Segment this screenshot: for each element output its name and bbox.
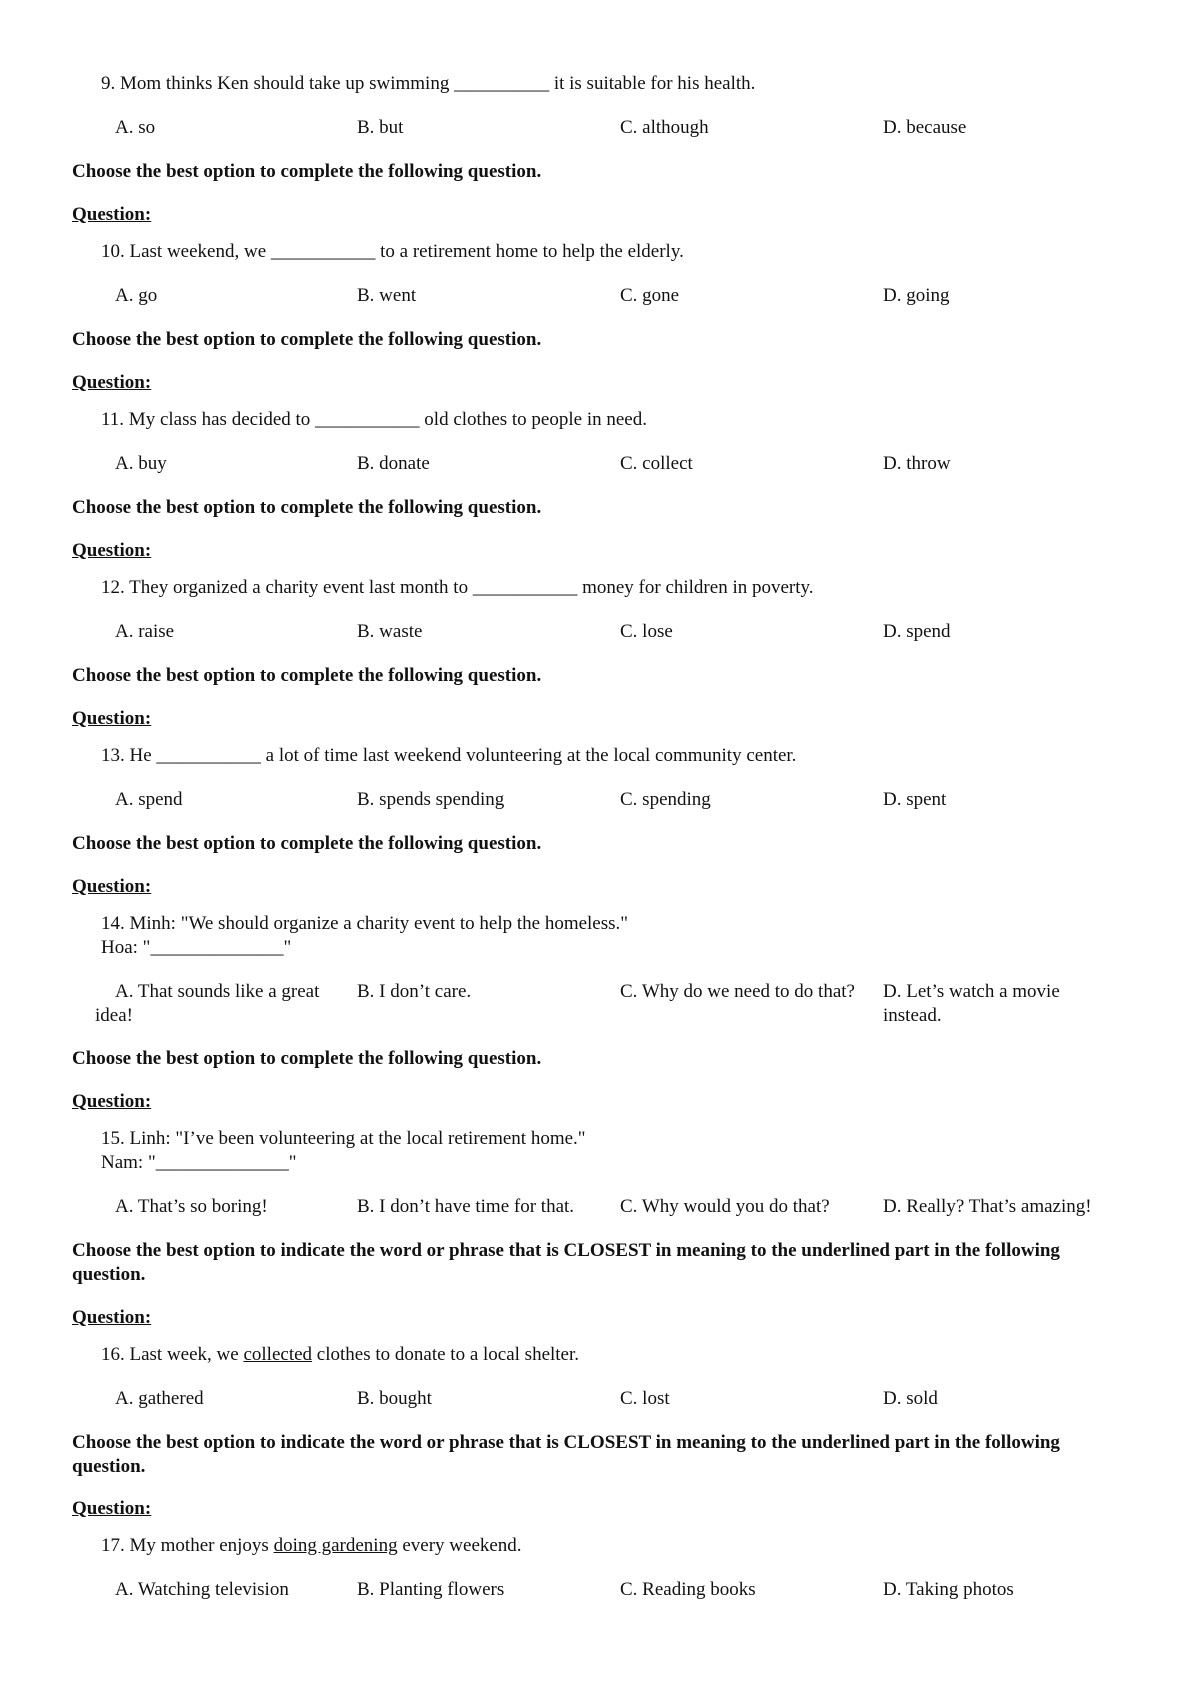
option-c[interactable]: C. collect [620, 453, 693, 474]
option-c[interactable]: C. Why do we need to do that? [620, 981, 855, 1002]
option-d[interactable]: D. because [883, 117, 967, 138]
question-stem: 11. My class has decided to ___________ old clothes to people in need. [101, 409, 647, 430]
question-stem: 17. My mother enjoys doing gardening every weekend. [101, 1535, 522, 1556]
question-stem: 14. Minh: "We should organize a charity event to help the homeless." [101, 913, 629, 934]
instruction: Choose the best option to complete the following question. [72, 833, 542, 854]
instruction: Choose the best option to complete the following question. [72, 329, 542, 350]
instruction: Choose the best option to complete the following question. [72, 1048, 542, 1069]
question-response-line: Hoa: "______________" [101, 937, 292, 958]
question-stem: 10. Last weekend, we ___________ to a retirement home to help the elderly. [101, 241, 684, 262]
option-b[interactable]: B. but [357, 117, 404, 138]
question-label: Question: [72, 876, 152, 897]
option-c[interactable]: C. lost [620, 1388, 670, 1409]
instruction: Choose the best option to complete the following question. [72, 665, 542, 686]
option-c[interactable]: C. Why would you do that? [620, 1196, 830, 1217]
option-d[interactable]: D. spent [883, 789, 947, 810]
instruction: Choose the best option to indicate the word or phrase that is CLOSEST in meaning to the underlined part in the following question. [72, 1240, 1060, 1285]
question-stem: 16. Last week, we collected clothes to donate to a local shelter. [101, 1344, 580, 1365]
option-a[interactable]: A. That’s so boring! [115, 1196, 268, 1217]
question-stem: 15. Linh: "I’ve been volunteering at the local retirement home." [101, 1128, 586, 1149]
question-label: Question: [72, 372, 152, 393]
question-label: Question: [72, 708, 152, 729]
option-b[interactable]: B. Planting flowers [357, 1579, 505, 1600]
option-d[interactable]: D. going [883, 285, 950, 306]
instruction: Choose the best option to complete the following question. [72, 161, 542, 182]
option-b[interactable]: B. went [357, 285, 417, 306]
question-label: Question: [72, 1091, 152, 1112]
question-stem: 12. They organized a charity event last month to ___________ money for children in poverty. [101, 577, 814, 598]
option-a[interactable]: A. raise [115, 621, 175, 642]
option-b[interactable]: B. waste [357, 621, 423, 642]
option-a[interactable]: A. spend [115, 789, 183, 810]
option-d[interactable]: D. Really? That’s amazing! [883, 1196, 1092, 1217]
option-a[interactable]: A. That sounds like a great idea! [95, 981, 320, 1026]
instruction: Choose the best option to complete the following question. [72, 497, 542, 518]
option-a[interactable]: A. Watching television [115, 1579, 289, 1600]
option-b[interactable]: B. spends spending [357, 789, 505, 810]
option-c[interactable]: C. Reading books [620, 1579, 756, 1600]
option-a[interactable]: A. so [115, 117, 156, 138]
option-c[interactable]: C. spending [620, 789, 711, 810]
question-stem: 9. Mom thinks Ken should take up swimming __________ it is suitable for his health. [101, 73, 756, 94]
option-c[interactable]: C. gone [620, 285, 680, 306]
question-label: Question: [72, 1307, 152, 1328]
option-a[interactable]: A. gathered [115, 1388, 204, 1409]
option-b[interactable]: B. bought [357, 1388, 432, 1409]
question-stem: 13. He ___________ a lot of time last weekend volunteering at the local community center. [101, 745, 797, 766]
underlined-part: collected [243, 1344, 313, 1365]
instruction: Choose the best option to indicate the word or phrase that is CLOSEST in meaning to the underlined part in the following question. [72, 1432, 1060, 1477]
option-d[interactable]: D. sold [883, 1388, 938, 1409]
option-b[interactable]: B. I don’t have time for that. [357, 1196, 575, 1217]
option-c[interactable]: C. lose [620, 621, 673, 642]
question-response-line: Nam: "______________" [101, 1152, 297, 1173]
option-d[interactable]: D. Taking photos [883, 1579, 1014, 1600]
option-d[interactable]: D. throw [883, 453, 951, 474]
underlined-part: doing gardening [273, 1535, 398, 1556]
option-b[interactable]: B. I don’t care. [357, 981, 472, 1002]
option-a[interactable]: A. buy [115, 453, 167, 474]
option-c[interactable]: C. although [620, 117, 709, 138]
option-b[interactable]: B. donate [357, 453, 430, 474]
question-label: Question: [72, 204, 152, 225]
option-d[interactable]: D. spend [883, 621, 951, 642]
question-label: Question: [72, 540, 152, 561]
question-label: Question: [72, 1498, 152, 1519]
option-d[interactable]: D. Let’s watch a movie instead. [883, 981, 1060, 1026]
option-a[interactable]: A. go [115, 285, 158, 306]
